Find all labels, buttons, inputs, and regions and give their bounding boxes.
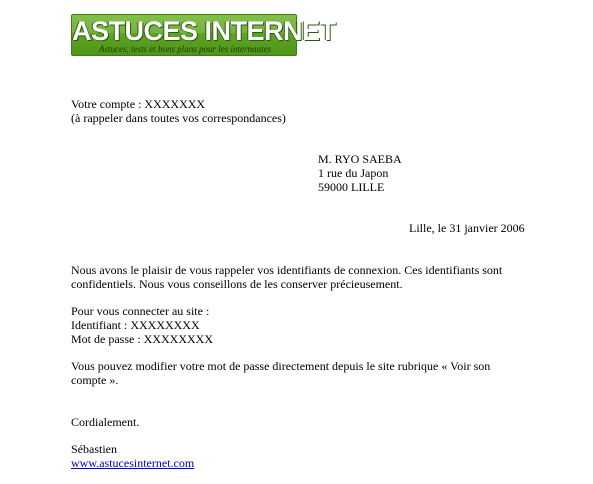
letter-date: Lille, le 31 janvier 2006 — [409, 221, 525, 235]
credentials-block — [71, 304, 213, 346]
intro-line: confidentiels. Nous vous conseillons de les conserver précieusement. — [71, 277, 403, 291]
recipient-street: 1 rue du Japon — [318, 166, 389, 180]
website-link[interactable]: www.astucesinternet.com — [71, 456, 195, 470]
identifiant-line: Identifiant : XXXXXXXX — [71, 318, 200, 332]
account-number: Votre compte : XXXXXXX — [71, 97, 206, 111]
logo-title: ASTUCES INTERNET — [72, 16, 336, 46]
password-line: Mot de passe : XXXXXXXX — [71, 332, 213, 346]
intro-line: Nous avons le plaisir de vous rappeler vos identifiants de connexion. Ces identifiants sont — [71, 263, 503, 277]
modify-line: compte ». — [71, 373, 119, 387]
account-note: (à rappeler dans toutes vos correspondances) — [71, 111, 286, 125]
modify-paragraph — [71, 359, 490, 387]
logo — [71, 14, 336, 56]
recipient-address — [318, 152, 402, 194]
closing-line: Cordialement. — [71, 415, 140, 429]
account-block — [71, 97, 286, 125]
signature-block — [71, 442, 194, 470]
modify-line: Vous pouvez modifier votre mot de passe directement depuis le site rubrique « Voir son — [71, 359, 491, 373]
signature-name: Sébastien — [71, 442, 117, 456]
connect-heading: Pour vous connecter au site : — [71, 304, 210, 318]
recipient-city: 59000 LILLE — [318, 180, 385, 194]
recipient-name: M. RYO SAEBA — [318, 152, 402, 166]
logo-tagline: Astuces, tests et bons plans pour les internautes — [99, 44, 271, 54]
intro-paragraph — [71, 263, 502, 291]
